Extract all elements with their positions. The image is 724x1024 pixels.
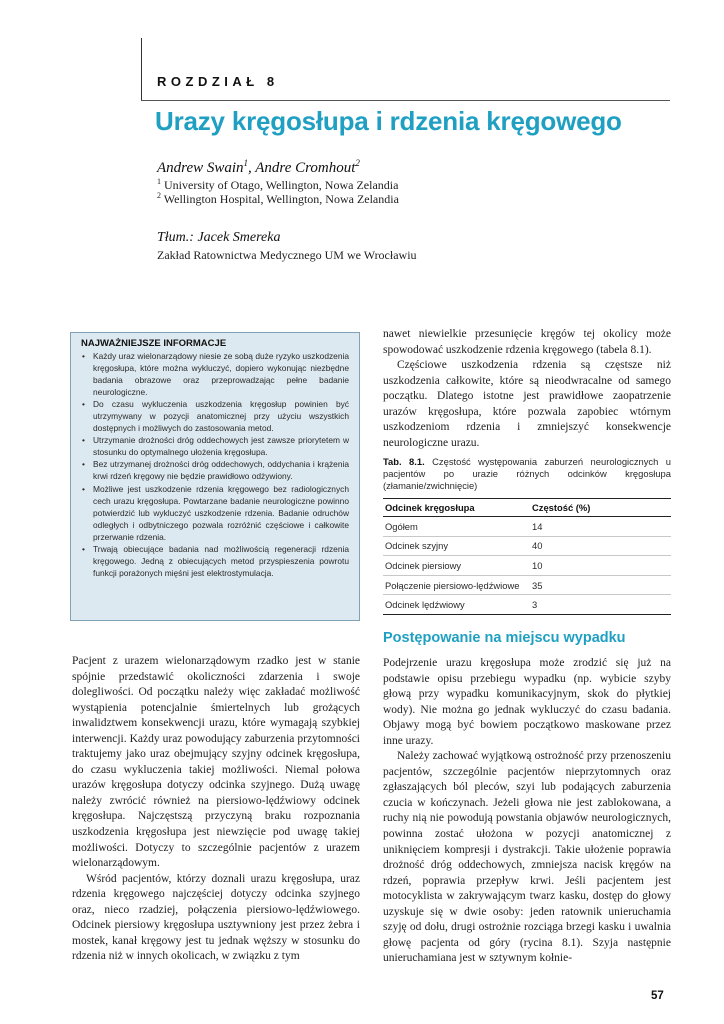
key-information-title: NAJWAŻNIEJSZE INFORMACJE <box>81 338 227 349</box>
paragraph: Pacjent z urazem wielonarządowym rzadko jest w stanie spójnie przedstawić okoliczności zdarzenia i swoje dolegliwości. Od początku należy więc zakładać możliwość wystąpienia potencjalnie śmiertelnych lub grożących inwalidztwem konsekwencji urazu, które wymagają szybkiej interwencji. Każdy uraz powodujący zaburzenia przytomności traktujemy jako uraz obejmujący szyjny odcinek kręgosłupa, do czasu wykluczenia takiej możliwości. Niemal połowa urazów kręgosłupa dotyczy odcinka szyjnego. Dużą uwagę należy zwrócić również na piersiowo-lędźwiowy odcinek kręgosłupa. Najczęstszą przyczyną braku rozpoznania uszkodzenia kręgosłupa jest niewzięcie pod uwagę takiej możliwości. Dotyczy to szczególnie pacjentów z urazem wielonarządowym. <box>72 655 360 870</box>
key-information-box <box>70 332 360 621</box>
table-8-1 <box>383 498 671 615</box>
table-caption-label: Tab. 8.1. <box>383 456 425 467</box>
table-cell: Ogółem <box>383 517 530 537</box>
right-column-bottom-text <box>383 656 671 967</box>
chapter-label: ROZDZIAŁ 8 <box>157 74 279 89</box>
author-2: Andre Cromhout <box>255 160 356 176</box>
affiliation-2-text: Wellington Hospital, Wellington, Nowa Zelandia <box>161 192 399 206</box>
table-cell: 3 <box>530 595 671 615</box>
author-line <box>157 158 360 177</box>
paragraph: Podejrzenie urazu kręgosłupa może zrodzić się już na podstawie opisu przebiegu wypadku (np. wybicie szyby głową przy wypadku komunikacyjnym, skok do płytkiej wody). Nie można go jednak wykluczyć do czasu badania. Objawy mogą być bowiem początkowo maskowane przez inne urazy. <box>383 657 671 747</box>
left-column-text <box>72 654 360 965</box>
header-horizontal-rule <box>141 100 670 101</box>
author-separator: , <box>248 160 256 176</box>
translator: Tłum.: Jacek Smereka <box>157 230 281 245</box>
key-information-item: • Każdy uraz wielonarządowy niesie ze sobą duże ryzyko uszkodzenia kręgosłupa, które można wykluczyć, dopiero wykonując niezbędne badania obrazowe oraz przeprowadzając pełne badanie neurologiczne. <box>81 350 349 398</box>
key-information-item: • Do czasu wykluczenia uszkodzenia kręgosłup powinien być utrzymywany w pozycji anatomicznej przy użyciu wszystkich dostępnych i możliwych do zastosowania metod. <box>81 398 349 434</box>
key-information-item: • Bez utrzymanej drożności dróg oddechowych, oddychania i krążenia krwi rdzeń kręgowy nie będzie prawidłowo odżywiony. <box>81 458 349 482</box>
paragraph: Częściowe uszkodzenia rdzenia są częstsze niż uszkodzenia całkowite, które są nieodwracalne od samego początku. Dlatego istotne jest prawidłowe zaopatrzenie urazów kręgosłupa, które pozwala zapobiec wtórnym uszkodzeniom rdzenia i zmniejszyć konsekwencje neurologiczne urazu. <box>383 359 671 449</box>
table-cell: 14 <box>530 517 671 537</box>
table-cell: Połączenie piersiowo-lędźwiowe <box>383 575 530 595</box>
affiliation-1-text: University of Otago, Wellington, Nowa Zelandia <box>161 178 399 192</box>
table-caption <box>383 456 671 492</box>
table-row <box>383 536 671 556</box>
table-row <box>383 517 671 537</box>
table-cell: Odcinek szyjny <box>383 536 530 556</box>
table-header-cell: Częstość (%) <box>530 499 671 517</box>
affiliation-1-sup: 1 <box>157 177 161 186</box>
table-cell: 40 <box>530 536 671 556</box>
paragraph: nawet niewielkie przesunięcie kręgów tej okolicy może spowodować uszkodzenie rdzenia kręgowego (tabela 8.1). <box>383 328 671 356</box>
affiliation-2-sup: 2 <box>157 191 161 200</box>
author-1: Andrew Swain <box>157 160 244 176</box>
right-column-top-text <box>383 327 671 451</box>
table-row <box>383 595 671 615</box>
table-cell: Odcinek lędźwiowy <box>383 595 530 615</box>
paragraph: Należy zachować wyjątkową ostrożność przy przenoszeniu pacjentów, szczególnie pacjentów nieprzytomnych oraz zgłaszających ból pleców, szyi lub podających zaburzenia czucia w kończynach. Jeżeli głowa nie jest zablokowana, a ruchy nią nie powodują powstania objawów neurologicznych, powinna zostać ułożona w pozycji anatomicznej z uniknięciem kompresji i dystrakcji. Takie ułożenie poprawia drożność dróg oddechowych, zmniejsza nacisk kręgów na rdzeń, poprawia przepływ krwi. Jeśli pacjentem jest motocyklista w zakrywającym twarz kasku, dostęp do głowy uzyskuje się w dwie osoby: jeden ratownik unieruchamia szyję od dołu, drugi ostrożnie rozciąga brzegi kasku i uwalnia głowę pacjenta od góry (rycina 8.1). Szyja następnie unieruchamiana jest w sztywnym kołnie- <box>383 750 671 965</box>
section-heading: Postępowanie na miejscu wypadku <box>383 630 626 646</box>
author-1-sup: 1 <box>243 158 249 168</box>
author-2-sup: 2 <box>355 158 360 168</box>
table-cell: 10 <box>530 556 671 576</box>
table-cell: Odcinek piersiowy <box>383 556 530 576</box>
table-caption-text: Częstość występowania zaburzeń neurologicznych u pacjentów po urazie różnych odcinków kręgosłupa (złamanie/zwichnięcie) <box>383 456 671 491</box>
header-vertical-rule <box>141 38 142 100</box>
table-cell: 35 <box>530 575 671 595</box>
page-number: 57 <box>651 990 664 1002</box>
translator-affiliation: Zakład Ratownictwa Medycznego UM we Wrocławiu <box>157 248 417 262</box>
key-information-list <box>81 350 349 579</box>
affiliation-2 <box>157 191 399 207</box>
table-row <box>383 556 671 576</box>
table-row <box>383 575 671 595</box>
key-information-item: • Utrzymanie drożności dróg oddechowych jest zawsze priorytetem w stosunku do optymalnego ułożenia kręgosłupa. <box>81 434 349 458</box>
chapter-title: Urazy kręgosłupa i rdzenia kręgowego <box>155 106 622 136</box>
table-header-row <box>383 499 671 517</box>
key-information-item: • Trwają obiecujące badania nad możliwością regeneracji rdzenia kręgowego. Jedną z obiecujących metod przyspieszenia powrotu funkcji porażonych mięśni jest elektrostymulacja. <box>81 543 349 579</box>
table-header-cell: Odcinek kręgosłupa <box>383 499 530 517</box>
paragraph: Wśród pacjentów, którzy doznali urazu kręgosłupa, uraz rdzenia kręgowego najczęściej dotyczy odcinka szyjnego oraz, nieco rzadziej, połączenia piersiowo-lędźwiowego. Odcinek piersiowy kręgosłupa usztywniony jest przez żebra i mostek, kanał kręgowy jest tu jednak węższy w stosunku do rdzenia niż w innych okolicach, w związku z tym <box>72 872 360 963</box>
key-information-item: • Możliwe jest uszkodzenie rdzenia kręgowego bez radiologicznych cech urazu kręgosłupa. Powtarzane badanie neurologiczne powinno potwierdzić lub wykluczyć uszkodzenie rdzenia. Badanie odruchów odległych i odbytniczego pozwala rozróżnić częściowe i całkowite przerwanie rdzenia. <box>81 483 349 543</box>
